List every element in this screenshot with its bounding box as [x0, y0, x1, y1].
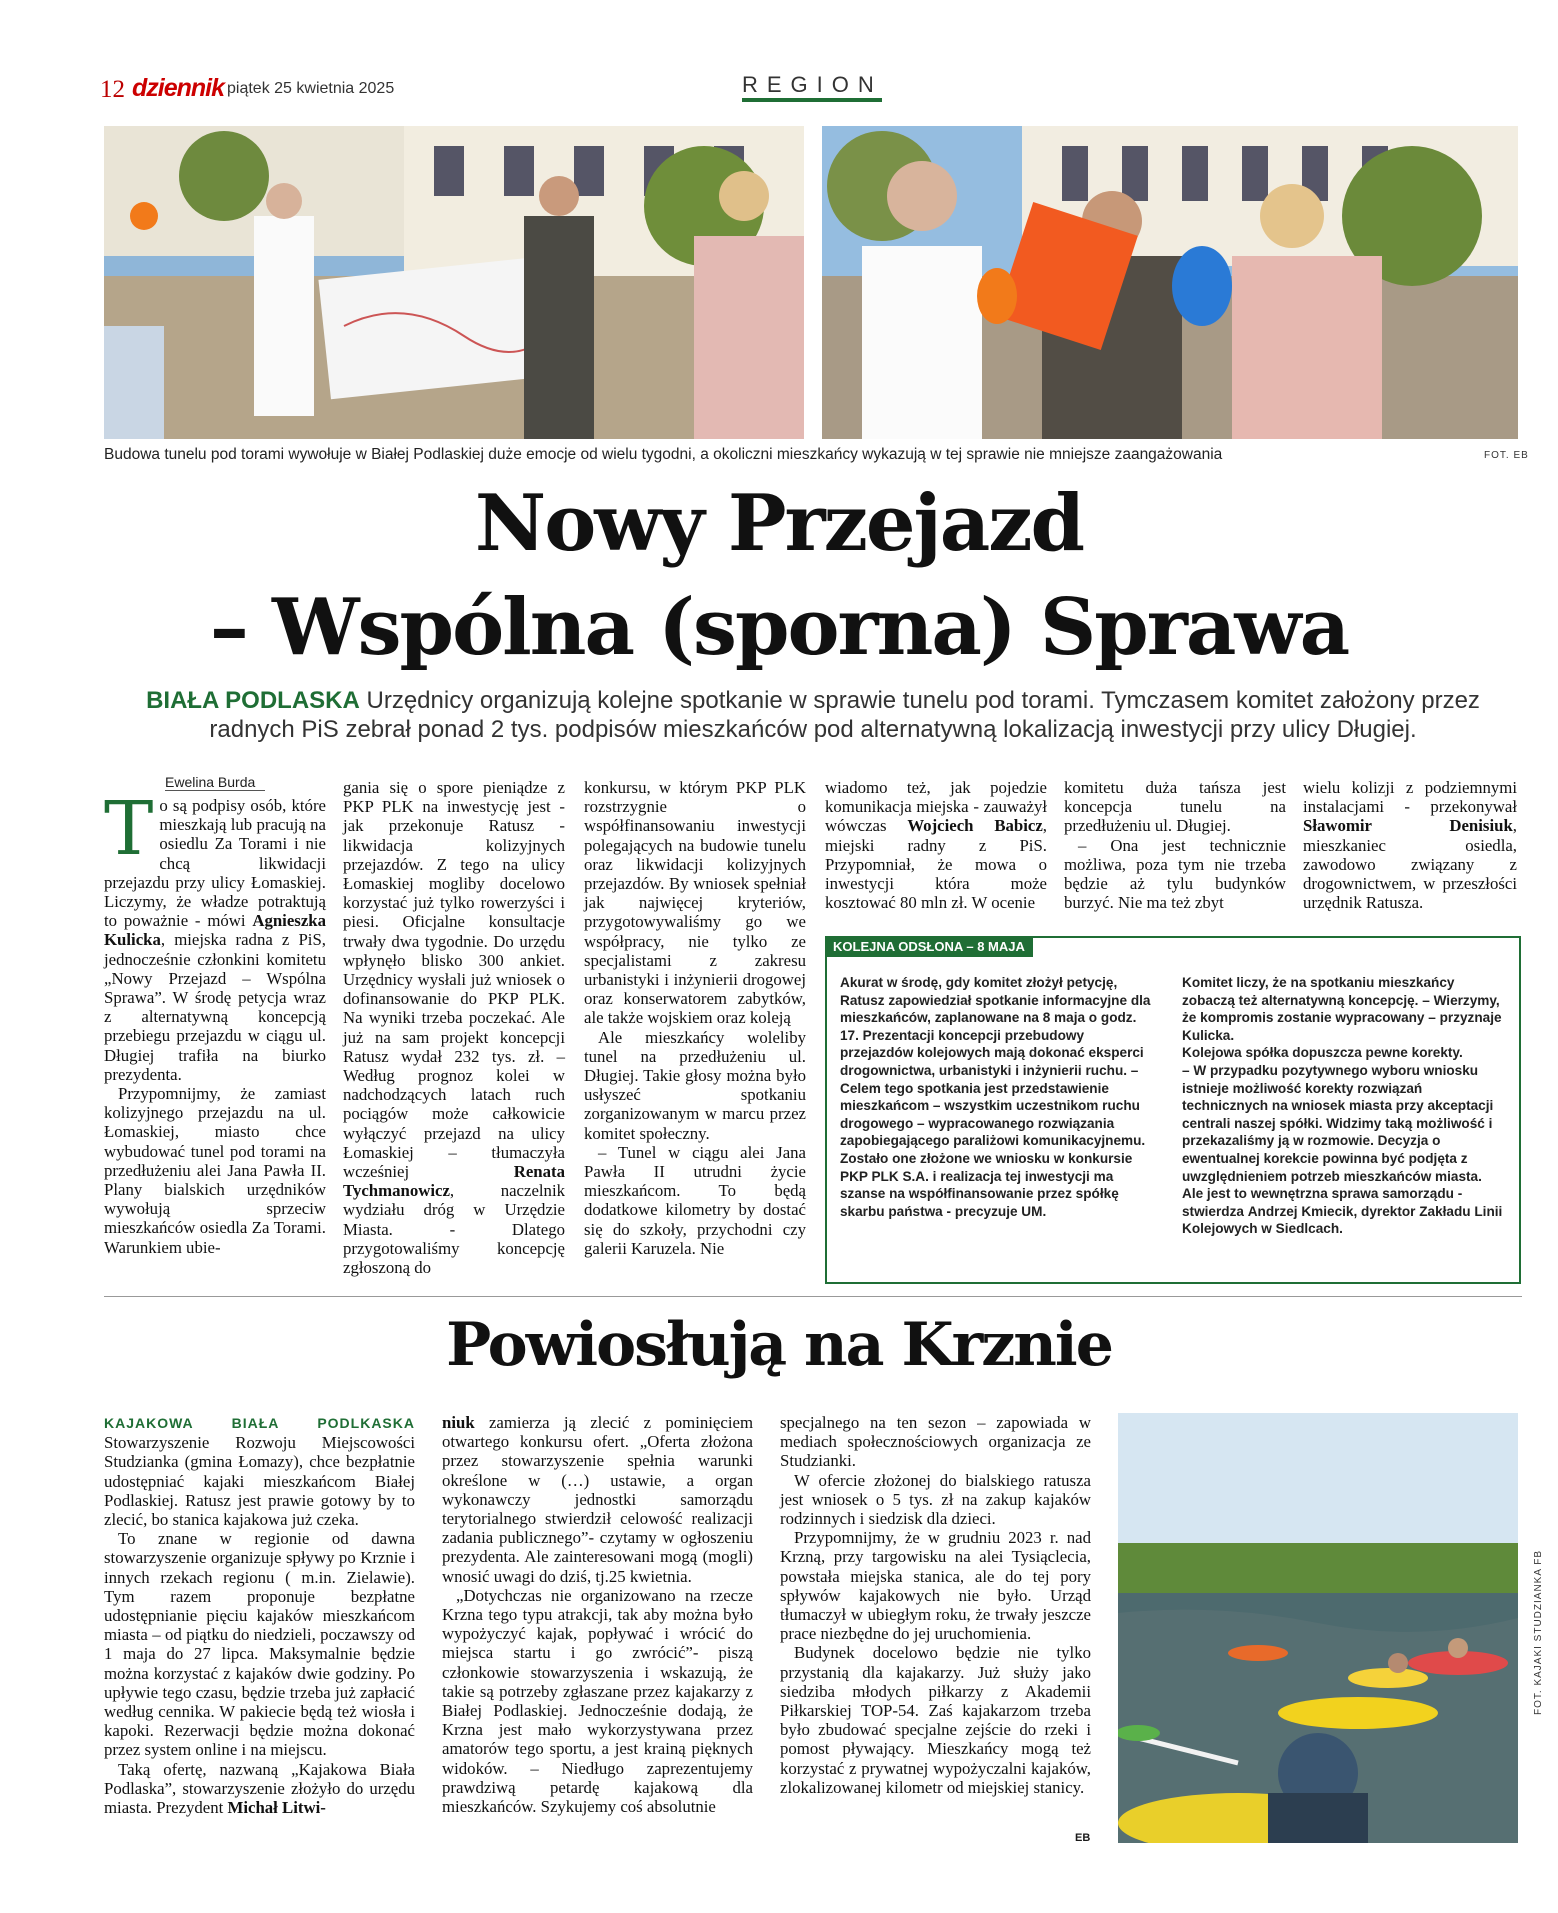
photo-credit-kayaks: FOT. KAJAKI STUDZIANKA FB [1533, 1549, 1544, 1715]
page-number: 12 [100, 76, 125, 103]
article1-column-4 [825, 778, 1047, 912]
headline-line-2: – Wspólna (sporna) Sprawa [209, 582, 1349, 673]
headline-article-2: Powiosłują na Krznie [446, 1310, 1112, 1380]
paragraph: – Tunel w ciągu alei Jana Pawła II utrudni życie mieszkańcom. To będą dodatkowe kilometry by dostać się do szkoły, przychodni czy galerii Karuzela. Nie [584, 1142, 806, 1258]
person-name: Andrzej Kmiecik [1247, 1203, 1354, 1219]
paragraph: komitetu duża tańsza jest koncepcja tunelu na przedłużeniu ul. Długiej. [1064, 778, 1286, 836]
paragraph: , miejski radny z PiS. Przypomniał, że mowa o inwestycji która może kosztować 80 mln zł. W ocenie [825, 816, 1047, 913]
drop-cap: T [104, 786, 154, 872]
person-name: Michał Litwi- [227, 1798, 326, 1818]
paragraph: konkursu, w którym PKP PLK rozstrzygnie o współfinansowaniu inwestycji polegających na budowie tunelu oraz likwidacji kolizyjnych przejazdów. By wniosek spełniał jak najwięcej kryteriów, przygotowywaliśmy go we współpracy, nie tylko ze specjalistami z zakresu urbanistyki i inżynierii drogowej oraz konserwatorem zabytków, ale także wojskiem oraz koleją [584, 778, 806, 1028]
paragraph: Przypomnijmy, że w grudniu 2023 r. nad Krzną, przy targowisku na alei Tysiąclecia, powstała miejska stanica, ale do tej pory spływów kajakowych nie było. Urząd tłumaczył w ubiegłym roku, że trwały jeszcze prace niezbędne do jej uruchomienia. [780, 1528, 1091, 1644]
paragraph: o są podpisy osób, które mieszkają lub pracują na osiedlu Za Torami i nie chcą likwidacji przejazdu przy ulicy Łomaskiej. Liczymy, że władze potraktują to poważnie - mówi [104, 796, 326, 931]
paragraph: – W przypadku pozytywnego wyboru wniosku istnieje możliwość korekty rozwiązań technicznych na wniosek miasta przy akceptacji centrali naszej spółki. Widzimy taką możliwość i przekazaliśmy ją w rozmowie. Decyzja o ewentualnej korekcie powinna być podjęta z uwzględnieniem potrzeb mieszkańców miasta. Ale jest to wewnętrzna sprawa samorządu - stwierdza [1182, 1062, 1494, 1219]
lead-paragraph [104, 686, 1522, 744]
info-box-left-text [840, 974, 1158, 1220]
paragraph: wiadomo też, jak pojedzie komunikacja miejska - zauważył wówczas [825, 778, 1047, 836]
photo-kayaks [1118, 1413, 1518, 1843]
info-box-right-text [1182, 974, 1504, 1238]
paragraph: – Ona jest technicznie możliwa, poza tym nie trzeba będzie aż tylu budynków burzyć. Nie ma też zbyt [1064, 835, 1286, 913]
paragraph: , naczelnik wydziału dróg w Urzędzie Miasta. - Dlatego przygotowaliśmy koncepcję zgłoszoną do [343, 1181, 565, 1278]
person-name: Sławomir Denisiuk [1303, 816, 1513, 836]
article1-column-5 [1064, 778, 1286, 912]
photo-credit: FOT. EB [1484, 450, 1529, 461]
paragraph: , dyrektor Zakładu Linii Kolejowych w Siedlcach. [1182, 1203, 1503, 1237]
paragraph: specjalnego na ten sezon – zapowiada w mediach społecznościowych organizacja ze Studzianki. [780, 1413, 1091, 1471]
person-name: niuk [442, 1413, 475, 1432]
paragraph: Przypomnijmy, że zamiast kolizyjnego przejazdu na ul. Łomaskiej, miasto chce wybudować tunel pod torami na przedłużeniu alei Jana Pawła II. Plany bialskich urzędników wywołują sprzeciw mieszkańców osiedla Za Torami. Warunkiem ubie- [104, 1084, 326, 1257]
headline-line-1: Nowy Przejazd [474, 478, 1084, 569]
paragraph: Stowarzyszenie Rozwoju Miejscowości Studzianka (gmina Łomazy), chce bezpłatnie udostępniać kajaki mieszkańcom Białej Podlaskiej. Ratusz jest prawie gotowy by to zlecić, bo stanica kajakowa już czeka. [104, 1433, 415, 1530]
person-name: Renata Tychmanowicz [343, 1162, 565, 1201]
article-separator [104, 1296, 1522, 1297]
article1-column-3 [584, 778, 806, 1258]
section-title: REGION [742, 72, 883, 97]
person-name: Wojciech Babicz [907, 816, 1043, 836]
lead-place: BIAŁA PODLASKA [146, 687, 360, 714]
byline: Ewelina Burda [165, 774, 265, 791]
paragraph: Budynek docelowo będzie nie tylko przystanią dla kajakarzy. Już służy jako siedziba młodych piłkarzy z Akademii Piłkarskiej TOP-54. Zaś kajakarzom trzeba było zbudować specjalne zejście do rzeki i pomost pływający. Mieszkańcy mogą też korzystać z prywatnej wypożyczalni kajaków, zlokalizowanej kilometr od miejskiej stanicy. [780, 1643, 1091, 1797]
article1-column-1 [104, 786, 326, 1257]
paragraph: , miejska radna z PiS, jednocześnie członkini komitetu „Nowy Przejazd – Wspólna Sprawa”. W środę petycja wraz z alternatywną koncepcją przebiegu przejazdu w ciągu ul. Długiej trafiła na biurko prezydenta. [104, 930, 326, 1084]
article2-column-2 [442, 1413, 753, 1816]
section-underline [742, 98, 882, 102]
paragraph: , mieszkaniec osiedla, zawodowo związany z drogownictwem, w przeszłości urzędnik Ratusza. [1303, 816, 1517, 913]
paragraph: W ofercie złożonej do bialskiego ratusza jest wniosek o 5 tys. zł na zakup kajaków rodzinnych i siedzisk dla dzieci. [780, 1470, 1091, 1529]
lead-text: Urzędnicy organizują kolejne spotkanie w sprawie tunelu pod torami. Tymczasem komitet założony przez radnych PiS zebrał ponad 2 tys. podpisów mieszkańców pod alternatywną lokalizacją inwestycji przy ulicy Długiej. [209, 687, 1480, 743]
paragraph: „Dotychczas nie organizowano na rzecze Krzna tego typu atrakcji, tak aby można było wypożyczyć kajak, popływać i wrócić do miejsca startu i go zwrócić”- piszą członkowie stowarzyszenia i wskazują, że takie są potrzeby zgłaszane przez kajakarzy z Białej Podlaskiej. Jednocześnie dodają, że Krzna jest mało wykorzystywana przez amatorów tego sportu, a jest krainą pięknych widoków. – Niedługo zaprezentujemy prawdziwą petardę kajakową dla mieszkańców. Szykujemy coś absolutnie [442, 1585, 753, 1817]
paragraph: Taką ofertę, nazwaną „Kajakowa Biała Podlaska”, stowarzyszenie złożyło do urzędu miasta. Prezydent [104, 1759, 415, 1818]
issue-date: piątek 25 kwietnia 2025 [227, 80, 395, 97]
paragraph: Ale mieszkańcy woleliby tunel na przedłużeniu ul. Długiej. Takie głosy można było usłyszeć spotkaniu zorganizowanym w marcu przez komitet społeczny. [584, 1027, 806, 1143]
article1-column-2 [343, 778, 565, 1277]
paragraph: Akurat w środę, gdy komitet złożył petycję, Ratusz zapowiedział spotkanie informacyjne dla mieszkańców, zaplanowane na 8 maja o godz. 17. Prezentacji koncepcji przebudowy przejazdów kolejowych mają dokonać eksperci drogownictwa, urbanistyki i inżynierii ruchu. – Celem tego spotkania jest przedstawienie mieszkańcom – wszystkim uczestnikom ruchu drogowego – wypracowanego rozwiązania zapobiegającego paraliżowi komunikacyjnemu. Zostało one złożone we wniosku w konkursie PKP PLK S.A. i realizacja tej inwestycji ma szanse na współfinansowanie przez spółkę skarbu państwa - precyzuje UM. [840, 975, 1151, 1219]
photo-press-conference-right [822, 126, 1518, 439]
photo-caption: Budowa tunelu pod torami wywołuje w Białej Podlaskiej duże emocje od wielu tygodni, a okoliczni mieszkańcy wykazują w tej sprawie nie mniejsze zaangażowania [104, 446, 1223, 463]
info-box-tag: KOLEJNA ODSŁONA – 8 MAJA [825, 936, 1033, 957]
article1-column-6 [1303, 778, 1517, 912]
person-name: Agnieszka Kulicka [104, 911, 326, 950]
article2-column-1 [104, 1413, 415, 1817]
paragraph: To znane w regionie od dawna stowarzyszenie organizuje spływy po Krznie i innych rzekach regionu ( m.in. Zielawie). Tym razem proponuje bezpłatne udostępnianie pięciu kajaków mieszkańcom miasta – od piątku do niedzieli, poczawszy od 1 maja do 27 lipca. Maksymalnie będzie można korzystać z kajaków dwie godziny. Po upływie tego czasu, będzie trzeba już zapłacić według cennika. W pakiecie będą też wiosła i kapoki. Rezerwacji będzie można dokonać przez system online i na miejscu. [104, 1529, 415, 1760]
paragraph: Komitet liczy, że na spotkaniu mieszkańcy zobaczą też alternatywną koncepcję. – Wierzymy, że kompromis zostanie wypracowany – przyznaje Kulicka. [1182, 975, 1502, 1043]
paragraph: gania się o spore pieniądze z PKP PLK na inwestycję jest - jak przekonuje Ratusz - likwidacja kolizyjnych przejazdów. Z tego na ulicy Łomaskiej mogliby docelowo korzystać już tylko rowerzyści i piesi. Oficjalne konsultacje trwały dwa tygodnie. Do urzędu wpłynęło blisko 300 ankiet. Urzędnicy wysłali już wniosek o dofinansowanie do PKP PLK. Na wyniki trzeba poczekać. Ale już na sam projekt koncepcji Ratusz wydał 232 tys. zł. – Według prognoz kolei w nadchodzących latach ruch pociągów może całkowicie wyłączyć przejazd na ulicy Łomaskiej – tłumaczyła wcześniej [343, 778, 565, 1182]
article2-column-3 [780, 1413, 1091, 1797]
kicker: KAJAKOWA BIAŁA PODLKASKA [104, 1415, 415, 1431]
paragraph: wielu kolizji z podziemnymi instalacjami - przekonywał [1303, 778, 1517, 817]
paragraph: Kolejowa spółka dopuszcza pewne korekty. [1182, 1045, 1463, 1061]
photo-press-conference-left [104, 126, 804, 439]
author-signature: EB [1075, 1832, 1091, 1844]
paragraph: zamierza ją zlecić z pominięciem otwartego konkursu ofert. „Oferta złożona przez stowarzyszenie spełnia warunki określone w (…) ustawie, a organ wykonawczy jednostki samorządu terytorialnego stwierdził celowość realizacji zadania publicznego”- czytamy w ogłoszeniu prezydenta. Ale zainteresowani mogą (mogli) wnosić uwagi do dziś, tj.25 kwietnia. [442, 1413, 753, 1586]
newspaper-logo: dziennik [132, 74, 225, 102]
